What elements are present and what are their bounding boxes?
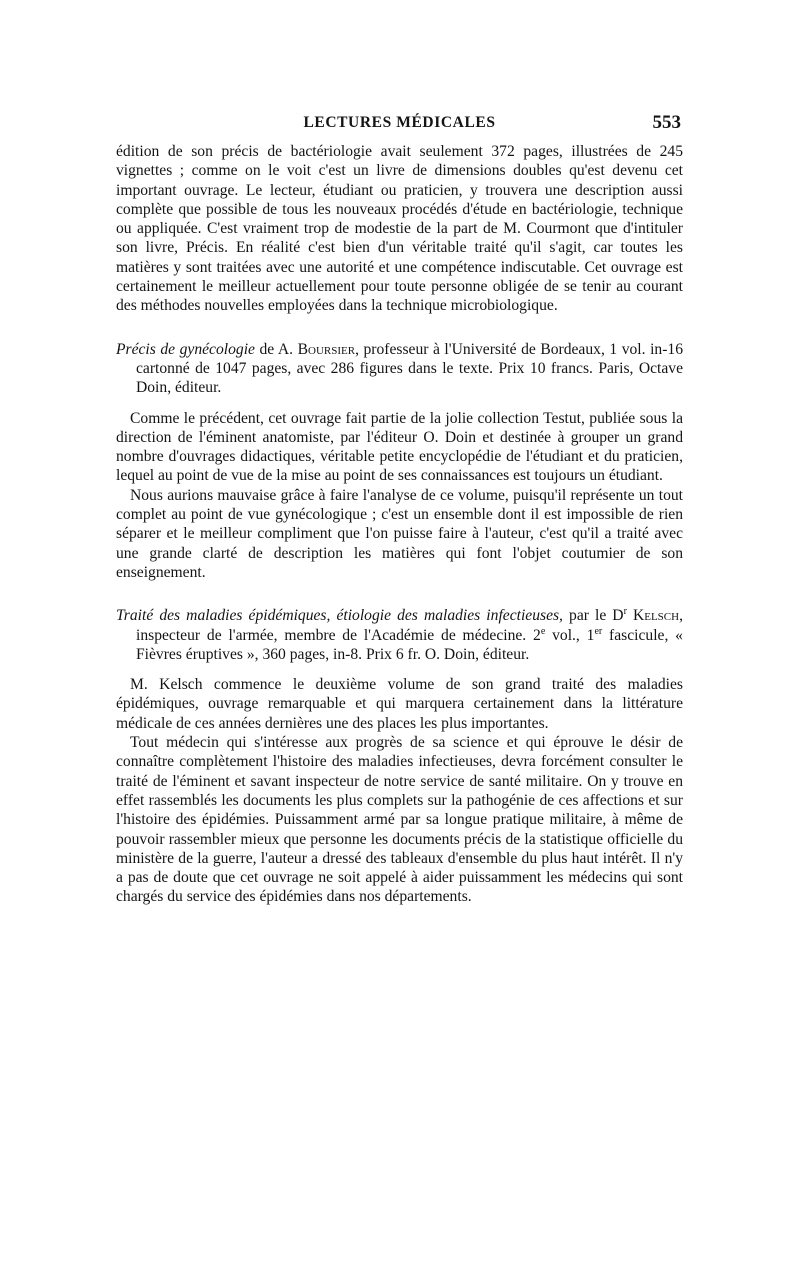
review-details: vol., 1 [545, 626, 595, 644]
intro-paragraph: édition de son précis de bactériologie avait seulement 372 pages, illustrées de 245 vignettes ; comme on le voit c'est un livre de dimensions doubles qu'est devenu cet important ouvrage. Le lecteur, étudiant ou praticien, y trouvera une description aussi complète que possible de tous les nouveaux procédés d'étude en bactériologie, technique ou appliquée. C'est vraiment trop de modestie de la part de M. Courmont que d'intituler son livre, Précis. En réalité c'est bien d'un véritable traité qu'il s'agit, car toutes les matières y sont traitées avec une autorité et une compétence indiscutable. Cet ouvrage est certainement le meilleur actuellement pour toute personne obligée de se tenir au courant des méthodes nouvelles employées dans la technique microbiologique. [116, 143, 683, 315]
review-title: Traité des maladies épidémiques, étiologie des maladies infectieuses, [116, 607, 563, 625]
review-reference-maladies-epidemiques [116, 606, 683, 664]
page-number: 553 [652, 112, 681, 133]
review-paragraph: M. Kelsch commence le deuxième volume de son grand traité des maladies épidémiques, ouvrage remarquable et qui marquera certainement dans la littérature médicale de ces années dernières une des places les plus importantes. [116, 676, 683, 732]
running-title: LECTURES MÉDICALES [303, 114, 496, 131]
superscript: r [623, 606, 627, 618]
review-reference-gynecologie [116, 340, 683, 398]
review-prefix: par le D [562, 607, 624, 625]
book-page [116, 112, 683, 907]
superscript: e [540, 625, 546, 637]
review-prefix: de A. [254, 340, 298, 358]
review-paragraph: Tout médecin qui s'intéresse aux progrès de sa science et qui éprouve le désir de connaître complètement l'histoire des maladies infectieuses, devra forcément consulter le traité de l'éminent et savant inspecteur de notre service de santé militaire. On y trouve en effet rassemblés les documents les plus complets sur la pathogénie de ces affections et sur l'histoire des épidémies. Puissamment armé par sa longue pratique militaire, à même de pouvoir rassembler mieux que personne les documents précis de la statistique officielle du ministère de la guerre, l'auteur a dressé des tableaux d'ensemble du plus haut intérêt. Il n'y a pas de doute que cet ouvrage ne soit appelé à aider puissamment les médecins qui sont chargés du service des épidémies dans nos départements. [116, 734, 683, 906]
review-author: Kelsch [626, 607, 680, 625]
review-paragraph: Comme le précédent, cet ouvrage fait partie de la jolie collection Testut, publiée sous la direction de l'éminent anatomiste, par l'éditeur O. Doin et destinée à grouper un grand nombre d'ouvrages didactiques, véritable petite encyclopédie de l'étudiant et du praticien, lequel au point de vue de la mise au point de ses connaissances est toujours un étudiant. [116, 409, 683, 485]
running-header [116, 112, 683, 142]
review-author: Boursier [297, 340, 356, 358]
review-title: Précis de gynécologie [116, 340, 255, 358]
review-paragraph: Nous aurions mauvaise grâce à faire l'analyse de ce volume, puisqu'il représente un tout complet au point de vue gynécologique ; c'est un ensemble dont il est impossible de rien séparer et le meilleur compliment que l'on puisse faire à l'auteur, c'est qu'il a traité avec une grande clarté de description les matières qui font l'objet coutumier de son enseignement. [116, 486, 683, 581]
review-details: , inspecteur de l'armée, membre de l'Académie de médecine. 2 [136, 607, 683, 644]
review-details: fascicule, « Fièvres éruptives », 360 pages, in-8. Prix 6 fr. O. Doin, éditeur. [136, 626, 683, 663]
review-details: , professeur à l'Université de Bordeaux, 1 vol. in-16 cartonné de 1047 pages, avec 286 figures dans le texte. Prix 10 francs. Paris, Octave Doin, éditeur. [136, 340, 683, 397]
superscript: er [594, 625, 603, 637]
